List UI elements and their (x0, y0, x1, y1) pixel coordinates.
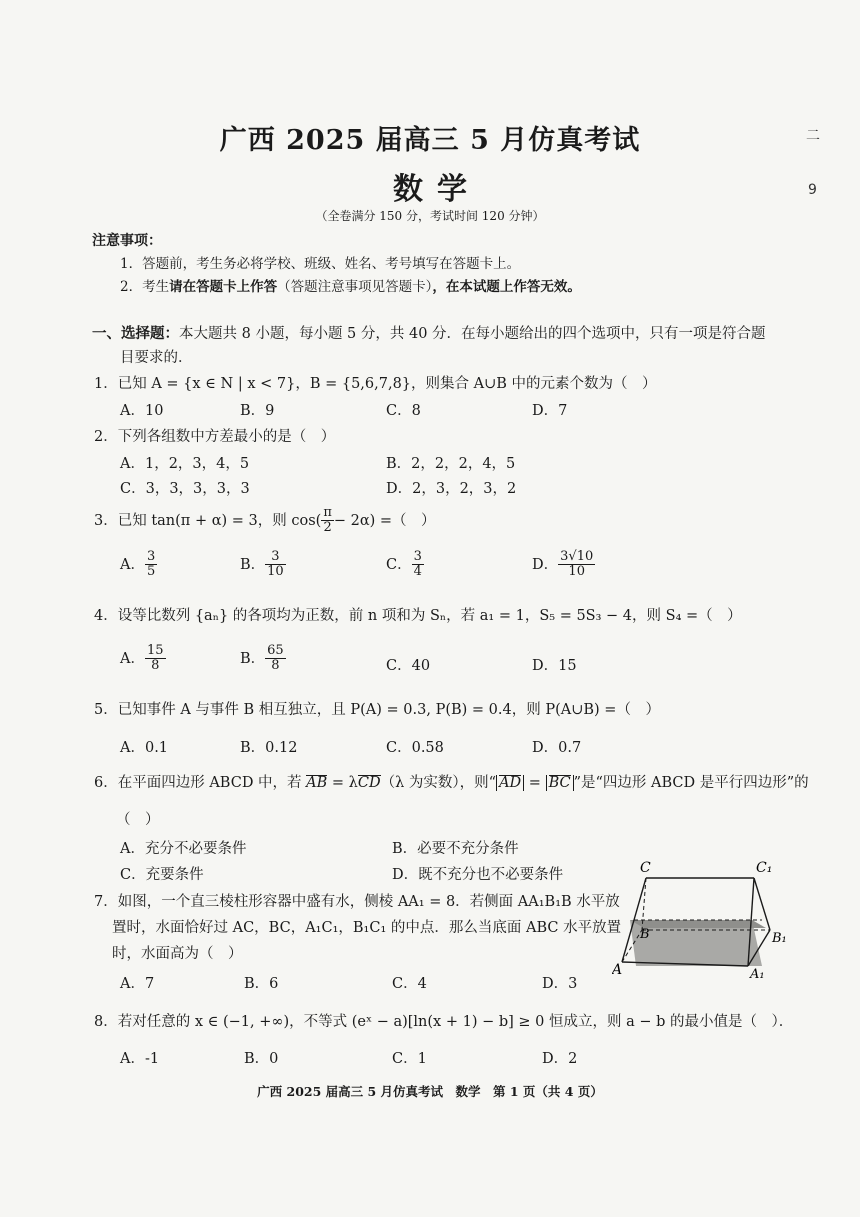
label-c: C (640, 860, 651, 876)
question-8-stem: 8．若对任意的 x ∈ (−1, +∞)，不等式 (eˣ − a)[ln(x + 1) − b] ≥ 0 恒成立，则 a − b 的最小值是（ ）． (94, 1014, 794, 1030)
label-a1: A₁ (750, 967, 765, 982)
q8-option-a: A．-1 (120, 1051, 160, 1067)
q5-option-b: B．0.12 (240, 740, 298, 756)
prism-figure (612, 858, 808, 982)
question-7-line-2: 置时，水面恰好过 AC，BC，A₁C₁，B₁C₁ 的中点．那么当底面 ABC 水平放置 (112, 920, 622, 936)
q2-option-b: B．2，2，2，4，5 (386, 456, 516, 472)
q5-option-c: C．0.58 (386, 740, 444, 756)
water-surface (630, 920, 766, 928)
q1-option-d: D．7 (532, 403, 568, 419)
q6-option-b: B．必要不充分条件 (392, 841, 519, 857)
q7-option-b: B．6 (244, 976, 279, 992)
notice-item-1: 1．答题前，考生务必将学校、班级、姓名、考号填写在答题卡上。 (120, 256, 521, 272)
question-1-stem: 1．已知 A = {x ∈ N | x < 7}，B = {5,6,7,8}，则集合 A∪B 中的元素个数为（ ） (94, 376, 657, 392)
q4-option-a: A． $\frac{15}{8}$ (120, 643, 164, 674)
q4-option-d: D．15 (532, 658, 577, 674)
q4-option-c: C．40 (386, 658, 431, 674)
question-6-stem: 6．在平面四边形 ABCD 中，若 AB = λCD（λ 为实数），则“ AD = BC ”是“四边形 ABCD 是平行四边形”的 (94, 775, 809, 791)
label-b1: B₁ (772, 931, 787, 946)
q4-option-b: B． $\frac{65}{8}$ (240, 643, 284, 674)
q2-option-c: C．3，3，3，3，3 (120, 481, 250, 497)
question-2-stem: 2．下列各组数中方差最小的是（ ） (94, 429, 336, 445)
q6-option-a: A．充分不必要条件 (120, 841, 247, 857)
exam-meta: （全卷满分 150 分，考试时间 120 分钟） (315, 209, 545, 223)
subject-title: 数学 (393, 172, 481, 207)
q8-option-d: D．2 (542, 1051, 578, 1067)
q8-option-c: C．1 (392, 1051, 427, 1067)
q7-option-a: A．7 (120, 976, 155, 992)
section-heading: 一、选择题：本大题共 8 小题，每小题 5 分，共 40 分．在每小题给出的四个选项中，只有一项是符合题 (92, 325, 766, 342)
q8-option-b: B．0 (244, 1051, 279, 1067)
q1-option-a: A．10 (120, 403, 164, 419)
margin-mark-top: 二 (806, 128, 820, 144)
q2-option-d: D．2，3，2，3，2 (386, 481, 517, 497)
margin-mark-bottom: 9 (808, 182, 817, 198)
q3-stem-fraction: $\frac{\pi}{2}$ (323, 505, 332, 536)
q5-option-a: A．0.1 (120, 740, 169, 756)
question-4-stem: 4．设等比数列 {aₙ} 的各项均为正数，前 n 项和为 Sₙ，若 a₁ = 1，S₅ = 5S₃ − 4，则 S₄ =（ ） (94, 608, 742, 624)
q1-option-b: B．9 (240, 403, 275, 419)
label-b: B (640, 927, 650, 942)
q7-option-d: D．3 (542, 976, 578, 992)
question-7-line-3: 时，水面高为（ ） (112, 946, 243, 962)
q3-option-b: B． $\frac{3}{10}$ (240, 549, 284, 580)
question-3-stem: 3．已知 tan(π + α) = 3，则 cos( $\frac{\pi}{2}$ − 2α) =（ ） (94, 505, 436, 536)
q6-option-c: C．充要条件 (120, 867, 204, 883)
exam-title: 广西 2025 届高三 5 月仿真考试 (219, 125, 641, 156)
label-a: A (612, 962, 623, 978)
q5-option-d: D．0.7 (532, 740, 582, 756)
question-5-stem: 5．已知事件 A 与事件 B 相互独立，且 P(A) = 0.3, P(B) = 0.4，则 P(A∪B) =（ ） (94, 702, 660, 718)
page-footer: 广西 2025 届高三 5 月仿真考试 数学 第 1 页（共 4 页） (257, 1084, 603, 1099)
question-6-blank: （ ） (116, 812, 160, 828)
q6-option-d: D．既不充分也不必要条件 (392, 867, 564, 883)
section-heading-cont: 目要求的． (120, 350, 193, 366)
q2-option-a: A．1，2，3，4，5 (120, 456, 250, 472)
notice-item-2: 2．考生请在答题卡上作答（答题注意事项见答题卡），在本试题上作答无效。 (120, 279, 581, 295)
question-7-line-1: 7．如图，一个直三棱柱形容器中盛有水，侧棱 AA₁ = 8．若侧面 AA₁B₁B 水平放 (94, 894, 620, 910)
q3-option-a: A． $\frac{3}{5}$ (120, 549, 156, 580)
label-c1: C₁ (756, 860, 773, 876)
q3-option-d: D． $\frac{3√10}{10}$ (532, 549, 594, 580)
q7-option-c: C．4 (392, 976, 427, 992)
notice-heading: 注意事项： (92, 233, 162, 249)
q1-option-c: C．8 (386, 403, 421, 419)
q3-option-c: C． $\frac{3}{4}$ (386, 549, 422, 580)
